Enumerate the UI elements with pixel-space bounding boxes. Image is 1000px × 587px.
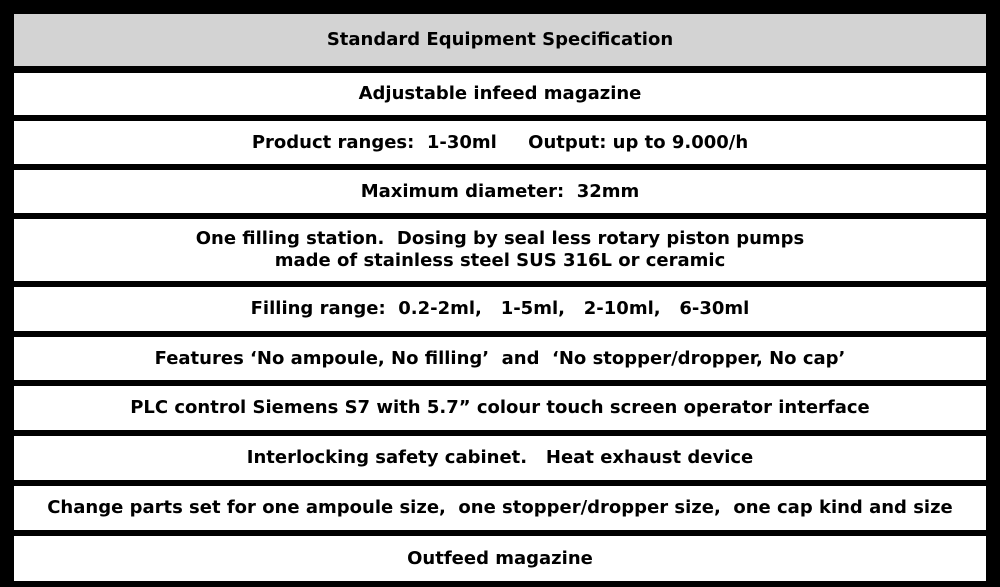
row-outfeed: Outfeed magazine xyxy=(407,547,593,569)
table-header-label: Standard Equipment Specification xyxy=(326,29,674,50)
row-max-diameter: Maximum diameter: 32mm xyxy=(360,180,640,202)
row-product-ranges: Product ranges: 1-30ml Output: up to 9.000/h xyxy=(251,131,749,153)
table-row xyxy=(14,536,986,581)
table-row xyxy=(14,386,986,430)
table-row xyxy=(14,436,986,480)
row-plc-control: PLC control Siemens S7 with 5.7” colour touch screen operator interface xyxy=(130,397,870,418)
row-infeed: Adjustable infeed magazine xyxy=(358,83,642,104)
table-row xyxy=(14,170,986,213)
row-filling-range: Filling range: 0.2-2ml, 1-5ml, 2-10ml, 6-30ml xyxy=(250,298,750,319)
table-row xyxy=(14,337,986,380)
row-filling-station-line1: One filling station. Dosing by seal less rotary piston pumps xyxy=(195,228,805,249)
table-row xyxy=(14,121,986,164)
row-safety-cabinet: Interlocking safety cabinet. Heat exhaust device xyxy=(246,447,754,468)
table-row xyxy=(14,486,986,530)
row-filling-station-line2: made of stainless steel SUS 316L or ceramic xyxy=(274,250,726,271)
table-row xyxy=(14,287,986,331)
table-header xyxy=(14,14,986,66)
table-row xyxy=(14,219,986,281)
row-features: Features ‘No ampoule, No filling’ and ‘No stopper/dropper, No cap’ xyxy=(154,347,846,369)
table-row xyxy=(14,73,986,115)
row-change-parts: Change parts set for one ampoule size, one stopper/dropper size, one cap kind and size xyxy=(47,497,953,518)
